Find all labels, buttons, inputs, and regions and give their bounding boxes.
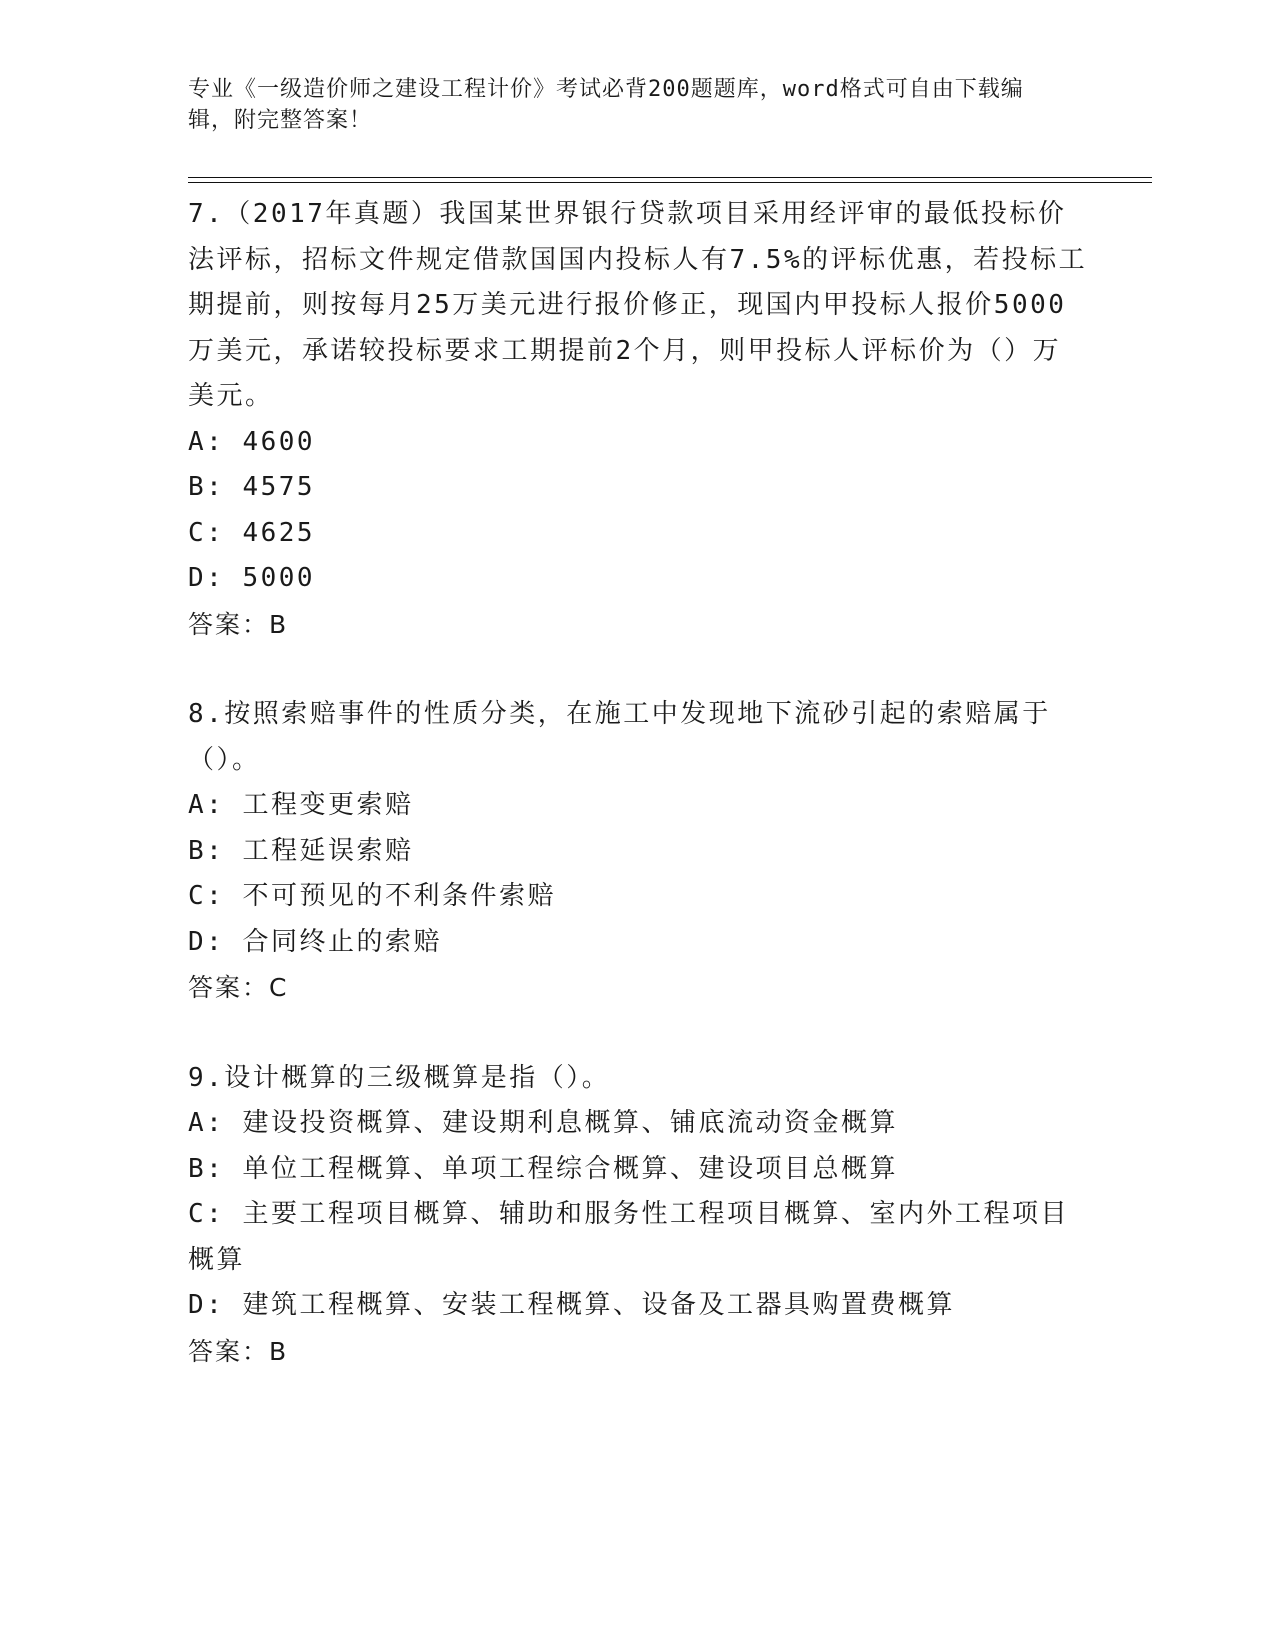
option-c: C: 4625 — [188, 517, 316, 548]
answer-line: 答案：B — [188, 1336, 289, 1366]
option-b: B: 单位工程概算、单项工程综合概算、建设项目总概算 — [188, 1153, 898, 1184]
question-text: 9.设计概算的三级概算是指（）。 — [188, 1062, 611, 1093]
question-item — [188, 692, 1088, 1011]
option-a: A: 4600 — [188, 426, 316, 457]
option-a: A: 工程变更索赔 — [188, 790, 414, 820]
option-b: B: 4575 — [188, 472, 316, 502]
option-d: D: 建筑工程概算、安装工程概算、设备及工器具购置费概算 — [188, 1290, 955, 1320]
option-c: C: 主要工程项目概算、辅助和服务性工程项目概算、室内外工程项目概算 — [188, 1199, 1069, 1275]
answer-line: 答案：C — [188, 973, 289, 1002]
question-text: 7.（2017年真题）我国某世界银行贷款项目采用经评审的最低投标价法评标，招标文件规定借款国国内投标人有7.5%的评标优惠，若投标工期提前，则按每月25万美元进行报价修正，现国内甲投标人报价5000万美元，承诺较投标要求工期提前2个月，则甲投标人评标价为（）万美元。 — [188, 199, 1088, 411]
option-d: D: 合同终止的索赔 — [188, 926, 442, 957]
question-list — [188, 192, 1088, 1374]
question-item — [188, 1056, 1088, 1375]
question-item — [188, 192, 1088, 647]
option-b: B: 工程延误索赔 — [188, 835, 414, 866]
answer-line: 答案：B — [188, 609, 289, 639]
option-c: C: 不可预见的不利条件索赔 — [188, 881, 556, 911]
header-divider-bottom — [188, 182, 1152, 183]
option-a: A: 建设投资概算、建设期利息概算、铺底流动资金概算 — [188, 1108, 898, 1138]
question-spacer — [188, 1011, 1088, 1056]
document-header: 专业《一级造价师之建设工程计价》考试必背200题题库，word格式可自由下载编辑，附完整答案！ — [188, 77, 1024, 133]
header-divider-top — [188, 177, 1152, 178]
option-d: D: 5000 — [188, 563, 316, 593]
question-spacer — [188, 647, 1088, 692]
question-text: 8.按照索赔事件的性质分类，在施工中发现地下流砂引起的索赔属于（）。 — [188, 699, 1051, 775]
